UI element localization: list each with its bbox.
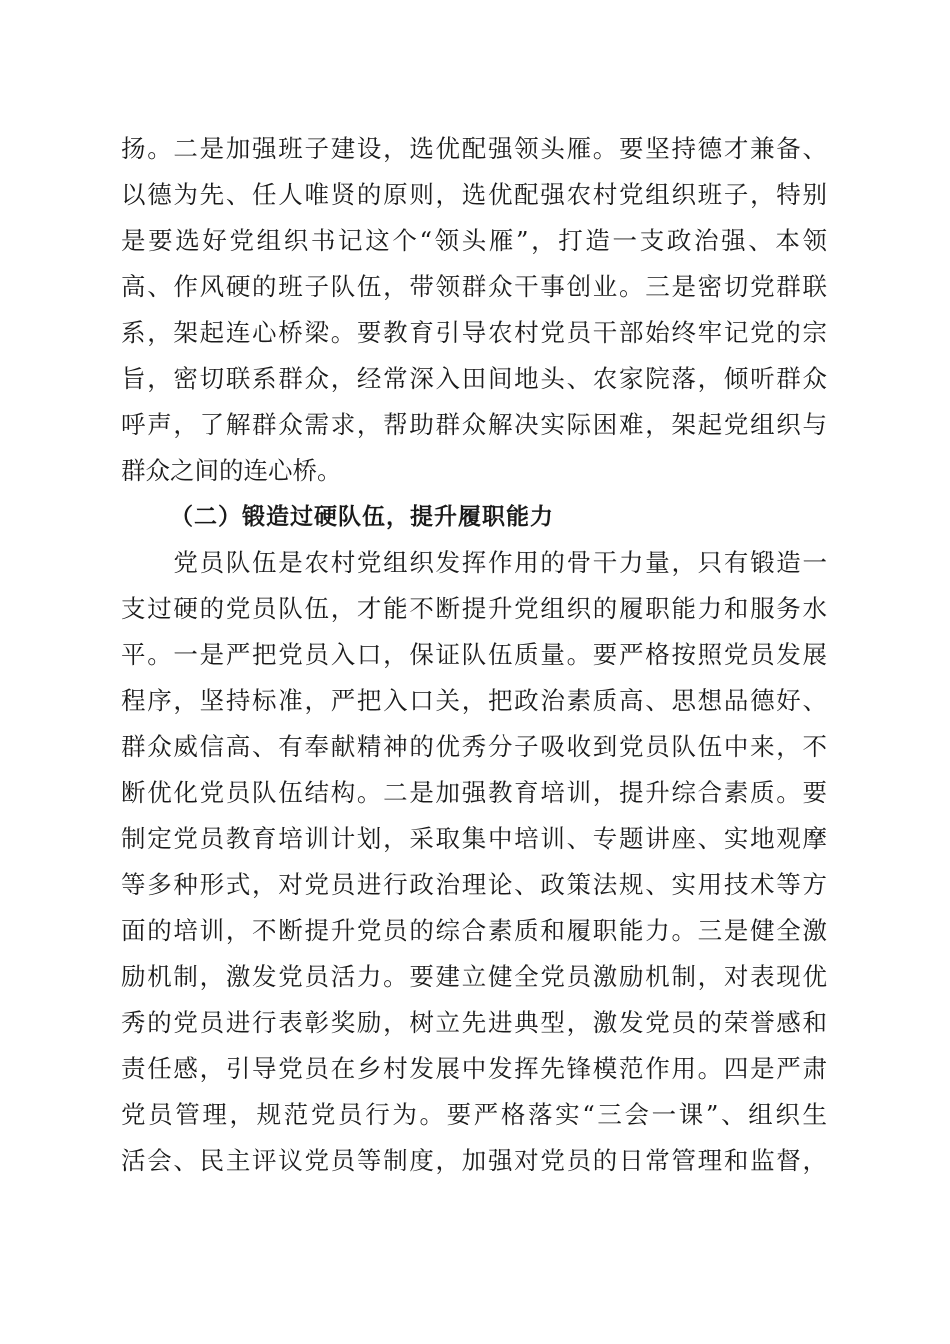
paragraph-line: 呼声，了解群众需求，帮助群众解决实际困难，架起党组织与 — [121, 410, 827, 439]
paragraph-line: 励机制，激发党员活力。要建立健全党员激励机制，对表现优 — [121, 962, 827, 991]
paragraph-1 — [121, 126, 827, 494]
paragraph-line: 制定党员教育培训计划，采取集中培训、专题讲座、实地观摩 — [121, 824, 827, 853]
paragraph-line: 支过硬的党员队伍，才能不断提升党组织的履职能力和服务水 — [121, 594, 827, 623]
paragraph-line: 以德为先、任人唯贤的原则，选优配强农村党组织班子，特别 — [121, 180, 827, 209]
paragraph-line: 责任感，引导党员在乡村发展中发挥先锋模范作用。四是严肃 — [121, 1054, 827, 1083]
paragraph-line: 党员队伍是农村党组织发挥作用的骨干力量，只有锻造一 — [121, 548, 827, 577]
paragraph-line: 群众之间的连心桥。 — [121, 456, 342, 485]
paragraph-line: 系，架起连心桥梁。要教育引导农村党员干部始终牢记党的宗 — [121, 318, 827, 347]
paragraph-line: 群众威信高、有奉献精神的优秀分子吸收到党员队伍中来，不 — [121, 732, 827, 761]
body-text — [121, 126, 827, 1184]
paragraph-2 — [121, 540, 827, 1184]
paragraph-line: 断优化党员队伍结构。二是加强教育培训，提升综合素质。要 — [121, 778, 827, 807]
section-heading: （二）锻造过硬队伍，提升履职能力 — [170, 504, 554, 530]
paragraph-line: 秀的党员进行表彰奖励，树立先进典型，激发党员的荣誉感和 — [121, 1008, 827, 1037]
paragraph-line: 党员管理，规范党员行为。要严格落实“三会一课”、组织生 — [121, 1100, 827, 1129]
paragraph-line: 等多种形式，对党员进行政治理论、政策法规、实用技术等方 — [121, 870, 827, 899]
paragraph-line: 平。一是严把党员入口，保证队伍质量。要严格按照党员发展 — [121, 640, 827, 669]
paragraph-line: 旨，密切联系群众，经常深入田间地头、农家院落，倾听群众 — [121, 364, 827, 393]
paragraph-line: 是要选好党组织书记这个“领头雁”，打造一支政治强、本领 — [121, 226, 827, 255]
paragraph-line: 面的培训，不断提升党员的综合素质和履职能力。三是健全激 — [121, 916, 827, 945]
paragraph-line: 程序，坚持标准，严把入口关，把政治素质高、思想品德好、 — [121, 686, 827, 715]
paragraph-line: 扬。二是加强班子建设，选优配强领头雁。要坚持德才兼备、 — [121, 134, 827, 163]
paragraph-line: 高、作风硬的班子队伍，带领群众干事创业。三是密切党群联 — [121, 272, 827, 301]
paragraph-line: 活会、民主评议党员等制度，加强对党员的日常管理和监督， — [121, 1146, 827, 1175]
